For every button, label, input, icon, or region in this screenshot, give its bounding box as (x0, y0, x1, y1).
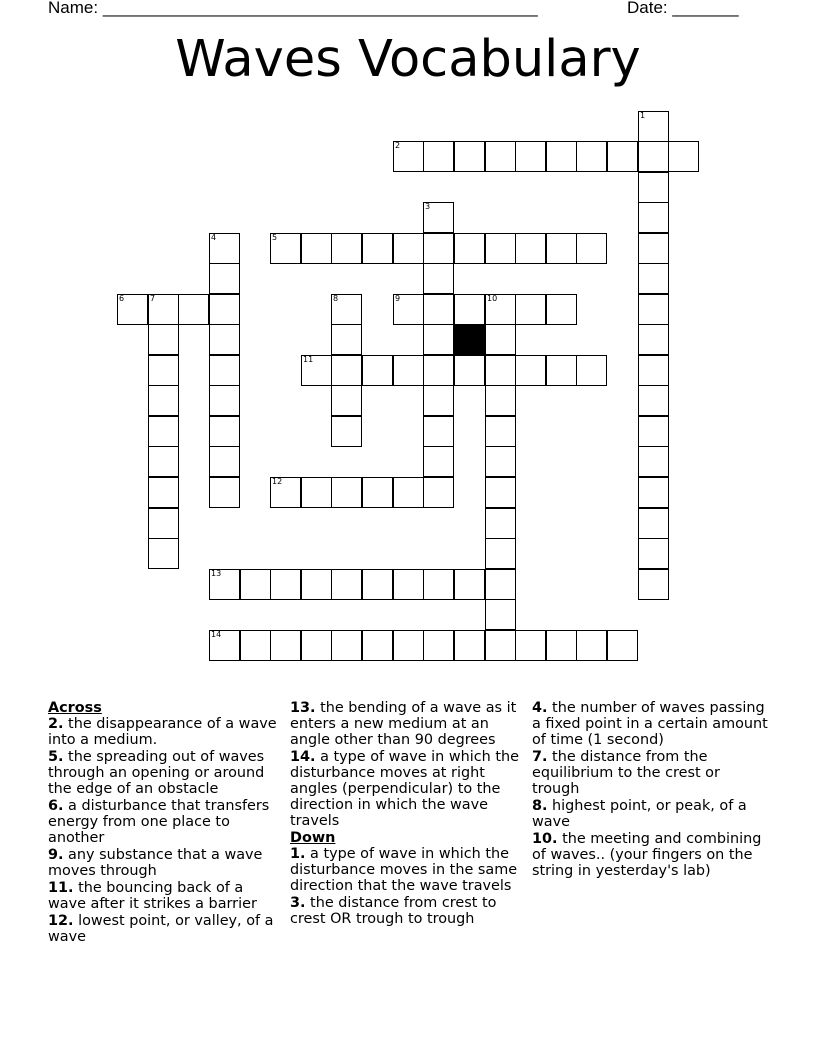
grid-cell[interactable] (209, 446, 240, 477)
grid-cell[interactable] (638, 202, 669, 233)
section-heading: Down (290, 830, 336, 846)
clue-item (290, 895, 526, 927)
clue-number: 14. (290, 749, 316, 765)
clue-number: 12 (272, 477, 283, 486)
grid-cell[interactable] (148, 446, 179, 477)
grid-cell[interactable] (362, 630, 393, 661)
grid-cell[interactable] (301, 477, 332, 508)
clue-number: 9. (48, 847, 64, 863)
grid-cell[interactable] (546, 141, 577, 172)
clue-item (48, 716, 284, 748)
section-heading: Across (48, 700, 102, 716)
clue-number: 8. (532, 798, 548, 814)
clue-column-3 (532, 700, 768, 880)
grid-cell[interactable] (423, 569, 454, 600)
grid-cell[interactable] (607, 630, 638, 661)
clue-number: 3 (425, 202, 431, 211)
clue-text: the meeting and combining of waves.. (your fingers on the string in yesterday's lab) (532, 831, 762, 879)
grid-cell[interactable] (638, 385, 669, 416)
grid-cell[interactable] (301, 569, 332, 600)
grid-cell-6[interactable] (117, 294, 148, 325)
grid-cell[interactable] (485, 141, 516, 172)
clue-column-1 (48, 700, 284, 946)
grid-cell[interactable] (454, 294, 485, 325)
grid-cell[interactable] (331, 324, 362, 355)
clue-number: 8 (333, 294, 339, 303)
grid-cell[interactable] (576, 630, 607, 661)
clue-item (532, 749, 768, 797)
grid-cell[interactable] (485, 416, 516, 447)
grid-cell[interactable] (576, 233, 607, 264)
grid-cell[interactable] (393, 569, 424, 600)
clue-number: 12. (48, 913, 74, 929)
grid-cell[interactable] (423, 446, 454, 477)
grid-cell[interactable] (148, 538, 179, 569)
grid-cell[interactable] (515, 630, 546, 661)
grid-cell[interactable] (270, 630, 301, 661)
clue-item (290, 700, 526, 748)
grid-cell[interactable] (638, 477, 669, 508)
grid-cell[interactable] (485, 385, 516, 416)
grid-cell-11[interactable] (301, 355, 332, 386)
grid-cell[interactable] (423, 355, 454, 386)
grid-cell[interactable] (546, 294, 577, 325)
clue-number: 1 (640, 111, 646, 120)
grid-cell[interactable] (576, 141, 607, 172)
clue-number: 14 (211, 630, 222, 639)
grid-cell[interactable] (362, 569, 393, 600)
grid-cell[interactable] (485, 538, 516, 569)
grid-cell[interactable] (423, 416, 454, 447)
grid-cell[interactable] (638, 446, 669, 477)
grid-cell-14[interactable] (209, 630, 240, 661)
grid-cell[interactable] (393, 355, 424, 386)
grid-cell[interactable] (485, 508, 516, 539)
grid-cell[interactable] (638, 324, 669, 355)
clue-text: any substance that a wave moves through (48, 847, 263, 879)
date-label: Date: (627, 0, 668, 17)
grid-cell[interactable] (515, 233, 546, 264)
grid-cell[interactable] (148, 355, 179, 386)
clue-item (290, 846, 526, 894)
grid-cell[interactable] (607, 141, 638, 172)
clue-text: the bending of a wave as it enters a new medium at an angle other than 90 degrees (290, 700, 517, 748)
clue-text: the distance from crest to crest OR trough to trough (290, 895, 497, 927)
clue-text: the disappearance of a wave into a medium. (48, 716, 277, 748)
clue-item (290, 749, 526, 829)
clue-column-2 (290, 700, 526, 928)
clue-text: the spreading out of waves through an opening or around the edge of an obstacle (48, 749, 265, 797)
grid-cell[interactable] (638, 538, 669, 569)
grid-cell[interactable] (270, 569, 301, 600)
grid-cell[interactable] (209, 294, 240, 325)
clue-text: the number of waves passing a fixed point in a certain amount of time (1 second) (532, 700, 768, 748)
grid-cell[interactable] (638, 508, 669, 539)
grid-cell[interactable] (301, 630, 332, 661)
grid-cell[interactable] (331, 569, 362, 600)
grid-cell[interactable] (423, 477, 454, 508)
grid-cell[interactable] (668, 141, 699, 172)
grid-cell[interactable] (331, 385, 362, 416)
grid-cell[interactable] (331, 630, 362, 661)
name-line[interactable]: ______________________________________________ (102, 0, 538, 17)
grid-cell[interactable] (546, 355, 577, 386)
grid-cell[interactable] (209, 324, 240, 355)
grid-cell[interactable] (393, 233, 424, 264)
grid-cell[interactable] (331, 477, 362, 508)
grid-cell[interactable] (423, 233, 454, 264)
grid-cell[interactable] (331, 233, 362, 264)
grid-cell[interactable] (485, 324, 516, 355)
clue-number: 7. (532, 749, 548, 765)
grid-cell[interactable] (209, 355, 240, 386)
grid-cell[interactable] (148, 324, 179, 355)
grid-cell[interactable] (485, 355, 516, 386)
grid-cell[interactable] (423, 385, 454, 416)
grid-cell-2[interactable] (393, 141, 424, 172)
grid-cell[interactable] (485, 569, 516, 600)
grid-cell[interactable] (638, 263, 669, 294)
clue-number: 9 (395, 294, 401, 303)
clue-number: 4. (532, 700, 548, 716)
grid-cell[interactable] (148, 508, 179, 539)
clue-text: a type of wave in which the disturbance moves in the same direction that the wave travels (290, 846, 518, 894)
clue-text: a disturbance that transfers energy from one place to another (48, 798, 270, 846)
grid-cell-3[interactable] (423, 202, 454, 233)
grid-cell[interactable] (209, 477, 240, 508)
grid-cell[interactable] (485, 477, 516, 508)
grid-cell[interactable] (423, 630, 454, 661)
grid-cell[interactable] (209, 385, 240, 416)
clue-number: 6. (48, 798, 64, 814)
grid-cell[interactable] (454, 355, 485, 386)
clue-item (48, 749, 284, 797)
clue-number: 3. (290, 895, 306, 911)
clue-text: lowest point, or valley, of a wave (48, 913, 274, 945)
clue-item (48, 880, 284, 912)
clue-number: 13 (211, 569, 222, 578)
grid-cell-9[interactable] (393, 294, 424, 325)
grid-cell[interactable] (454, 141, 485, 172)
grid-cell[interactable] (485, 599, 516, 630)
clue-number: 10 (487, 294, 498, 303)
grid-cell-5[interactable] (270, 233, 301, 264)
clue-item (532, 700, 768, 748)
clue-item (48, 913, 284, 945)
grid-cell[interactable] (393, 630, 424, 661)
grid-cell[interactable] (331, 416, 362, 447)
grid-cell[interactable] (362, 355, 393, 386)
grid-cell[interactable] (240, 569, 271, 600)
grid-cell[interactable] (423, 324, 454, 355)
clue-text: the distance from the equilibrium to the crest or trough (532, 749, 720, 797)
clue-number: 11 (303, 355, 314, 364)
grid-cell[interactable] (515, 355, 546, 386)
grid-cell[interactable] (454, 569, 485, 600)
grid-cell[interactable] (240, 630, 271, 661)
grid-cell[interactable] (638, 355, 669, 386)
grid-cell[interactable] (638, 294, 669, 325)
grid-cell-4[interactable] (209, 233, 240, 264)
grid-cell-12[interactable] (270, 477, 301, 508)
grid-cell[interactable] (209, 416, 240, 447)
clue-number: 5 (272, 233, 278, 242)
date-line[interactable]: _______ (672, 0, 739, 17)
clue-number: 2. (48, 716, 64, 732)
grid-cell[interactable] (209, 263, 240, 294)
grid-cell-7[interactable] (148, 294, 179, 325)
grid-cell-13[interactable] (209, 569, 240, 600)
clue-number: 6 (119, 294, 125, 303)
clue-number: 13. (290, 700, 316, 716)
grid-cell[interactable] (576, 355, 607, 386)
grid-cell[interactable] (362, 477, 393, 508)
grid-cell[interactable] (423, 263, 454, 294)
grid-cell[interactable] (148, 416, 179, 447)
grid-cell[interactable] (638, 233, 669, 264)
grid-cell[interactable] (485, 630, 516, 661)
grid-cell[interactable] (638, 172, 669, 203)
grid-cell[interactable] (393, 477, 424, 508)
clue-number: 4 (211, 233, 217, 242)
grid-cell[interactable] (638, 569, 669, 600)
clue-item (48, 847, 284, 879)
clue-number: 10. (532, 831, 558, 847)
grid-cell[interactable] (515, 141, 546, 172)
grid-cell[interactable] (331, 355, 362, 386)
clue-text: a type of wave in which the disturbance moves at right angles (perpendicular) to the direction in which the wave travels (290, 749, 519, 829)
grid-cell[interactable] (423, 141, 454, 172)
grid-cell[interactable] (454, 630, 485, 661)
grid-cell-8[interactable] (331, 294, 362, 325)
grid-cell[interactable] (546, 233, 577, 264)
grid-cell[interactable] (178, 294, 209, 325)
grid-cell[interactable] (362, 233, 393, 264)
clue-number: 7 (150, 294, 156, 303)
grid-cell[interactable] (423, 294, 454, 325)
grid-cell[interactable] (485, 446, 516, 477)
clue-item (532, 831, 768, 879)
clue-number: 5. (48, 749, 64, 765)
grid-cell[interactable] (515, 294, 546, 325)
name-label: Name: (48, 0, 99, 17)
clue-text: highest point, or peak, of a wave (532, 798, 747, 830)
clue-number: 11. (48, 880, 74, 896)
grid-cell[interactable] (148, 385, 179, 416)
clue-item (532, 798, 768, 830)
grid-cell[interactable] (301, 233, 332, 264)
black-cell (454, 324, 485, 355)
clue-number: 2 (395, 141, 401, 150)
grid-cell[interactable] (485, 233, 516, 264)
grid-cell[interactable] (546, 630, 577, 661)
grid-cell[interactable] (638, 141, 669, 172)
page-title: Waves Vocabulary (175, 30, 641, 89)
grid-cell-10[interactable] (485, 294, 516, 325)
grid-cell-1[interactable] (638, 111, 669, 142)
grid-cell[interactable] (638, 416, 669, 447)
grid-cell[interactable] (454, 233, 485, 264)
clue-item (48, 798, 284, 846)
clue-number: 1. (290, 846, 306, 862)
grid-cell[interactable] (148, 477, 179, 508)
clue-text: the bouncing back of a wave after it strikes a barrier (48, 880, 257, 912)
